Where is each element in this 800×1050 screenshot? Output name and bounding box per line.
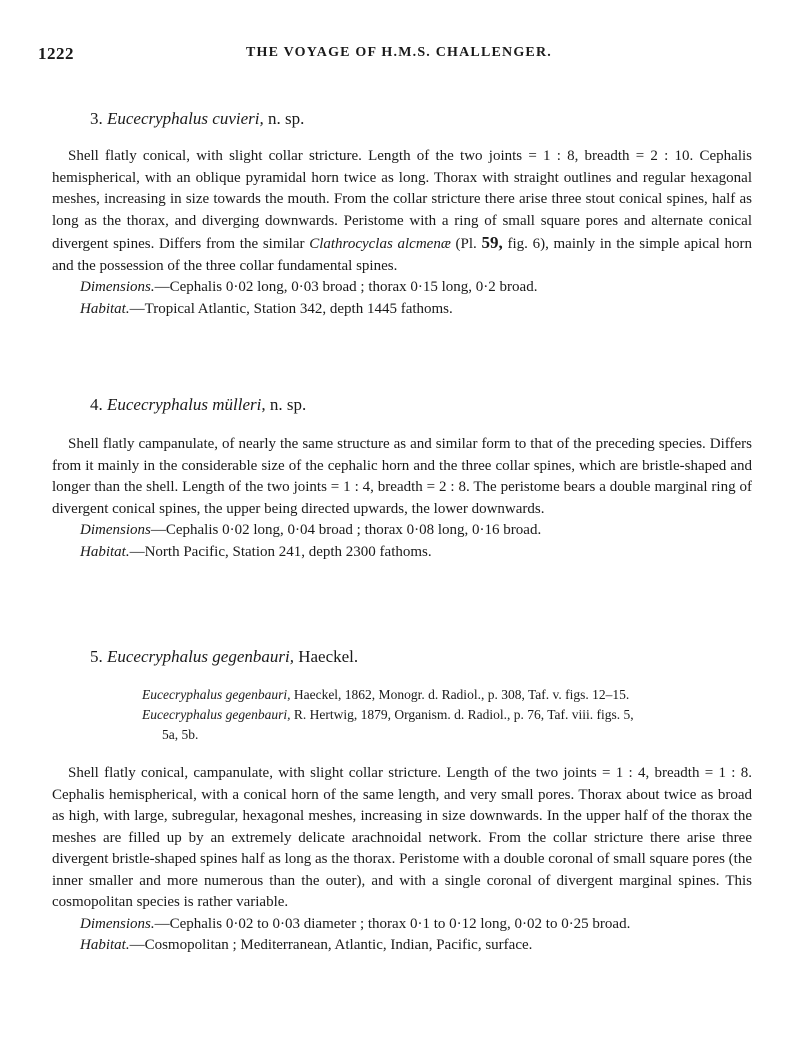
species-description: Shell flatly conical, campanulate, with slight collar stricture. Length of the two joints = 1 : 4, breadth = 1 : 8. Cephalis hemispherical, with a conical horn of the same length, and very small pores. Thorax about twice as broad as high, with large, subregular, hexagonal meshes, increasing in size downwards. In the upper half of the thorax the meshes are filled up by an extremely delicate arachnoidal network. From the collar stricture there arise three divergent bristle-shaped spines half as long as the thorax. Peristome with a double coronal of small square pores (the inner smaller and more numerous than the outer), and with a single coronal of divergent marginal spines. This cosmopolitan species is rather variable.: [52, 765, 752, 910]
running-title: THE VOYAGE OF H.M.S. CHALLENGER.: [246, 45, 552, 60]
species-description: Shell flatly campanulate, of nearly the same structure as and similar form to that of the preceding species. Differs from it mainly in the considerable size of the cephalic horn and the three collar spines, which are bristle-shaped and longer than the shell. Length of the two joints = 1 : 4, breadth = 2 : 8. The peristome bears a double marginal ring of divergent conical spines, the upper being directed upwards, the lower downwards.: [52, 436, 752, 517]
reference-text: R. Hertwig, 1879, Organism. d. Radiol., p. 76, Taf. viii. figs. 5,: [290, 707, 634, 722]
dimensions-value: —Cephalis 0·02 long, 0·03 broad ; thorax 0·15 long, 0·2 broad.: [154, 279, 538, 295]
dimensions: [80, 914, 752, 936]
species-title: [90, 109, 752, 129]
reference-name: Eucecryphalus gegenbauri,: [142, 687, 291, 702]
species-entry: [52, 630, 752, 957]
dimensions-label: Dimensions: [80, 522, 151, 538]
species-title: [90, 395, 752, 415]
habitat: [80, 935, 752, 957]
species-number: 4.: [90, 395, 103, 414]
dimensions-label: Dimensions.: [80, 279, 155, 295]
species-entry: [52, 92, 752, 320]
species-entry: [52, 378, 752, 563]
synonymy-references: [142, 685, 752, 745]
reference-text: Haeckel, 1862, Monogr. d. Radiol., p. 308, Taf. v. figs. 12–15.: [290, 687, 630, 702]
species-name: Eucecryphalus mülleri,: [107, 395, 266, 414]
species-title: [90, 647, 752, 667]
habitat-value: —Cosmopolitan ; Mediterranean, Atlantic, Indian, Pacific, surface.: [129, 937, 533, 953]
reference-name: Eucecryphalus gegenbauri,: [142, 707, 291, 722]
habitat: [80, 299, 752, 321]
habitat-label: Habitat.: [80, 543, 130, 560]
dimensions: [80, 277, 752, 299]
species-number: 3.: [90, 109, 103, 128]
habitat-label: Habitat.: [80, 937, 130, 953]
habitat-label: Habitat.: [80, 300, 130, 317]
page-number: 1222: [38, 44, 74, 63]
habitat: [80, 542, 752, 564]
dimensions: [80, 520, 752, 542]
habitat-value: —North Pacific, Station 241, depth 2300 fathoms.: [129, 543, 432, 560]
species-number: 5.: [90, 647, 103, 666]
species-description: Shell flatly conical, with slight collar stricture. Length of the two joints = 1 : 8, breadth = 2 : 10. Cephalis hemispherical, with an oblique pyramidal horn twice as long. Thorax with straight outlines and regular hexagonal meshes, increasing in size towards the mouth. From the collar stricture there arise three stout conical spines, half as long as the thorax, and diverging downwards. Peristome with a ring of small square pores and alternate conical divergent spines. Differs from the similar Clathrocyclas alcmenæ (Pl. 59, fig. 6), mainly in the simple apical horn and the possession of the three collar fundamental spines.: [52, 148, 752, 274]
reference: [142, 705, 752, 725]
plate-number: 59,: [481, 233, 503, 252]
habitat-value: —Tropical Atlantic, Station 342, depth 1445 fathoms.: [129, 300, 453, 317]
dimensions-value: —Cephalis 0·02 to 0·03 diameter ; thorax 0·1 to 0·12 long, 0·02 to 0·25 broad.: [154, 915, 631, 932]
species-name: Eucecryphalus gegenbauri,: [107, 647, 294, 666]
reference: [142, 685, 752, 705]
dimensions-label: Dimensions.: [80, 915, 155, 932]
reference-continuation: 5a, 5b.: [162, 727, 199, 742]
page-header: [38, 44, 760, 68]
species-author: n. sp.: [267, 109, 305, 128]
species-name: Eucecryphalus cuvieri,: [107, 109, 264, 128]
species-author: Haeckel.: [298, 647, 359, 666]
dimensions-value: —Cephalis 0·02 long, 0·04 broad ; thorax 0·08 long, 0·16 broad.: [150, 522, 542, 538]
species-author: n. sp.: [269, 395, 307, 414]
species-comparison-name: Clathrocyclas alcmenæ: [309, 236, 451, 252]
